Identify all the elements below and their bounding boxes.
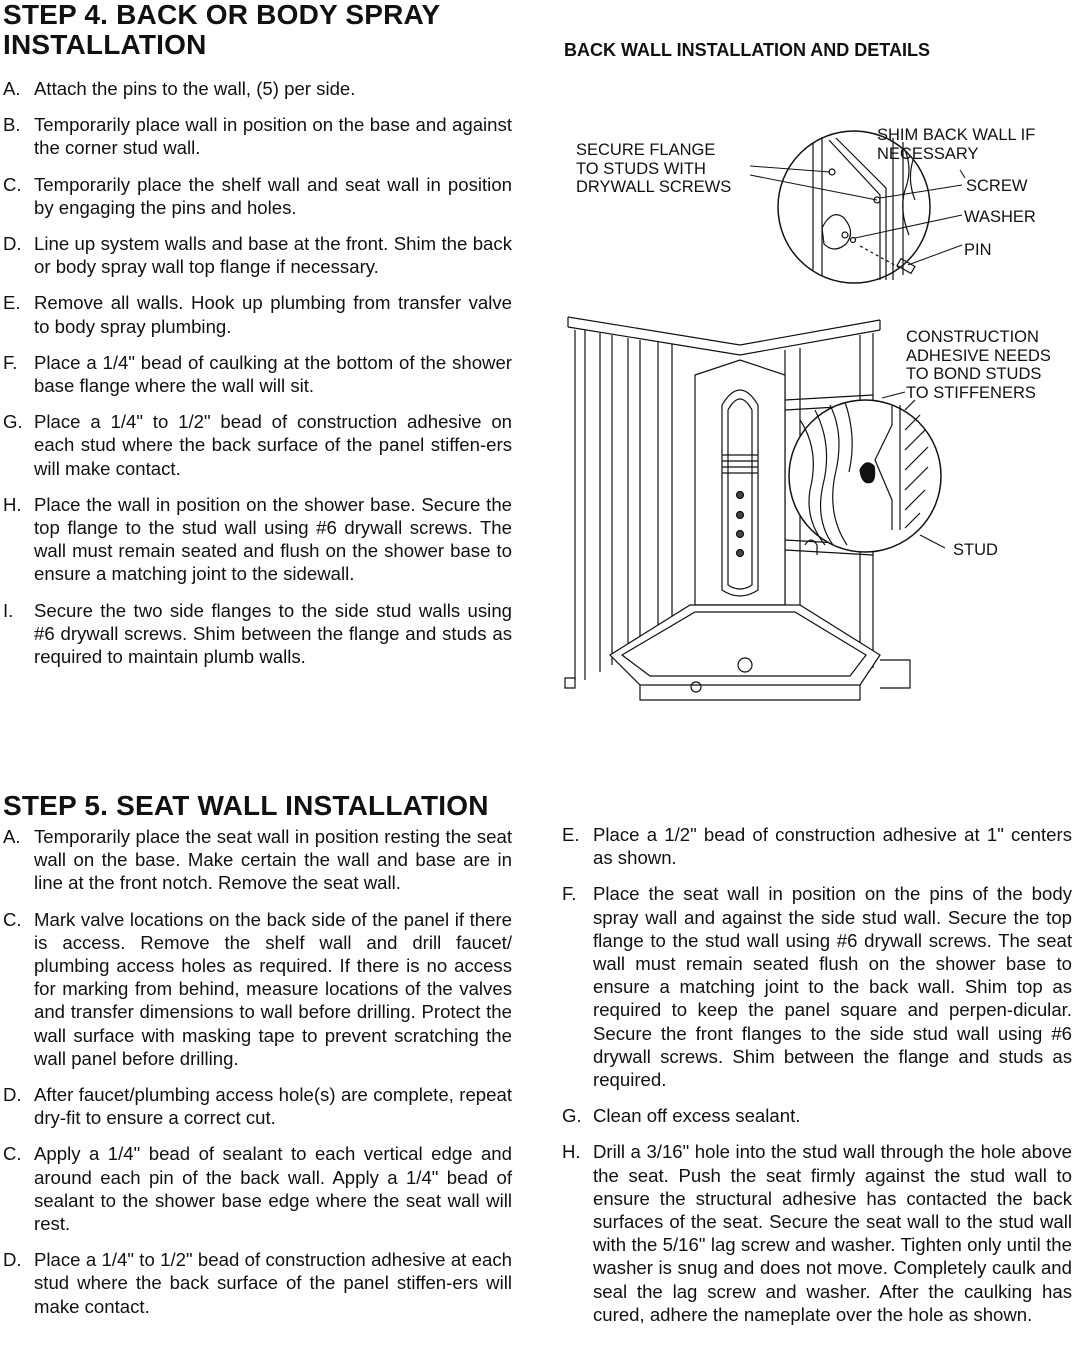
list-item: D. After faucet/plumbing access hole(s) are complete, repeat dry-fit to ensure a correct cut. (3, 1084, 512, 1129)
list-item: D. Line up system walls and base at the front. Shim the back or body spray wall top flange if necessary. (3, 233, 512, 278)
list-item: D. Place a 1/4" to 1/2" bead of construction adhesive at each stud where the back surface of the panel stiffen-ers will make contact. (3, 1249, 512, 1317)
callout-screw: SCREW (966, 177, 1028, 195)
list-item: I. Secure the two side flanges to the side stud walls using #6 drywall screws. Shim between the flange and studs as required to maintain plumb walls. (3, 599, 512, 668)
list-item: H. Drill a 3/16" hole into the stud wall through the hole above the seat. Push the seat firmly against the stud wall to ensure the structural adhesive has contacted the back surfaces of the seat. Secure the seat wall to the stud wall with the 5/16" lag screw and washer. Tighten only until the washer is snug and does not move. Completely caulk and seal the lag screw and washer. After the caulking has cured, adhere the nameplate over the hole as shown. (562, 1141, 1072, 1325)
adhesive-detail-circle (789, 400, 941, 552)
callout-stud: STUD (953, 541, 998, 559)
list-item: E. Place a 1/2" bead of construction adhesive at 1" centers as shown. (562, 824, 1072, 869)
shower-installation-diagram (555, 110, 1070, 710)
step5-right-list (562, 823, 1072, 1326)
step5-left-list (3, 825, 512, 1318)
list-item: A. Temporarily place the seat wall in position resting the seat wall on the base. Make certain the wall and base are in line at the front notch. Remove the seat wall. (3, 826, 512, 894)
list-item: C. Apply a 1/4" bead of sealant to each vertical edge and around each pin of the back wall. Apply a 1/4" bead of sealant to the shower base edge where the seat wall will rest. (3, 1143, 512, 1235)
callout-adhesive: CONSTRUCTION ADHESIVE NEEDS TO BOND STUDS TO STIFFENERS (906, 328, 1051, 402)
list-item: F. Place the seat wall in position on the pins of the body spray wall and against the side stud wall. Secure the top flange to the stud wall using #6 drywall screws. The seat wall must remain seated flush on the shower base to ensure a matching joint to the back wall. Shim top as required to keep the panel square and perpen-dicular. Secure the front flanges to the side stud wall using #6 drywall screws. Shim between the flange and studs as required. (562, 883, 1072, 1091)
list-item: G. Place a 1/4" to 1/2" bead of construction adhesive on each stud where the back surface of the panel stiffen-ers will make contact. (3, 411, 512, 479)
step5-title: STEP 5. SEAT WALL INSTALLATION (3, 790, 489, 821)
list-item: B. Temporarily place wall in position on the base and against the corner stud wall. (3, 114, 512, 159)
callout-shim: SHIM BACK WALL IF NECESSARY (877, 126, 1036, 163)
diagram-title: BACK WALL INSTALLATION AND DETAILS (564, 40, 930, 60)
step4-title: STEP 4. BACK OR BODY SPRAY INSTALLATION (3, 0, 441, 60)
list-item: A. Attach the pins to the wall, (5) per side. (3, 78, 356, 99)
list-item: G. Clean off excess sealant. (562, 1105, 801, 1127)
list-item: C. Mark valve locations on the back side of the panel if there is access. Remove the shelf wall and drill faucet/ plumbing access holes as required. If there is no access for marking from behind, measure locations of the valves and transfer dimensions to wall before drilling. Protect the wall surface with masking tape to prevent scratching the wall panel before drilling. (3, 908, 512, 1069)
list-item: F. Place a 1/4" bead of caulking at the bottom of the shower base flange where the wall will sit. (3, 351, 512, 397)
list-item: E. Remove all walls. Hook up plumbing from transfer valve to body spray plumbing. (3, 292, 512, 337)
callout-washer: WASHER (964, 208, 1036, 226)
step4-list (3, 77, 512, 668)
list-item: C. Temporarily place the shelf wall and seat wall in position by engaging the pins and holes. (3, 173, 512, 218)
callout-secure-flange: SECURE FLANGE TO STUDS WITH DRYWALL SCREWS (576, 141, 732, 196)
callout-pin: PIN (964, 241, 992, 259)
list-item: H. Place the wall in position on the shower base. Secure the top flange to the stud wall using #6 drywall screws. The wall must remain seated and flush on the shower base to ensure a matching joint to the sidewall. (3, 493, 512, 585)
